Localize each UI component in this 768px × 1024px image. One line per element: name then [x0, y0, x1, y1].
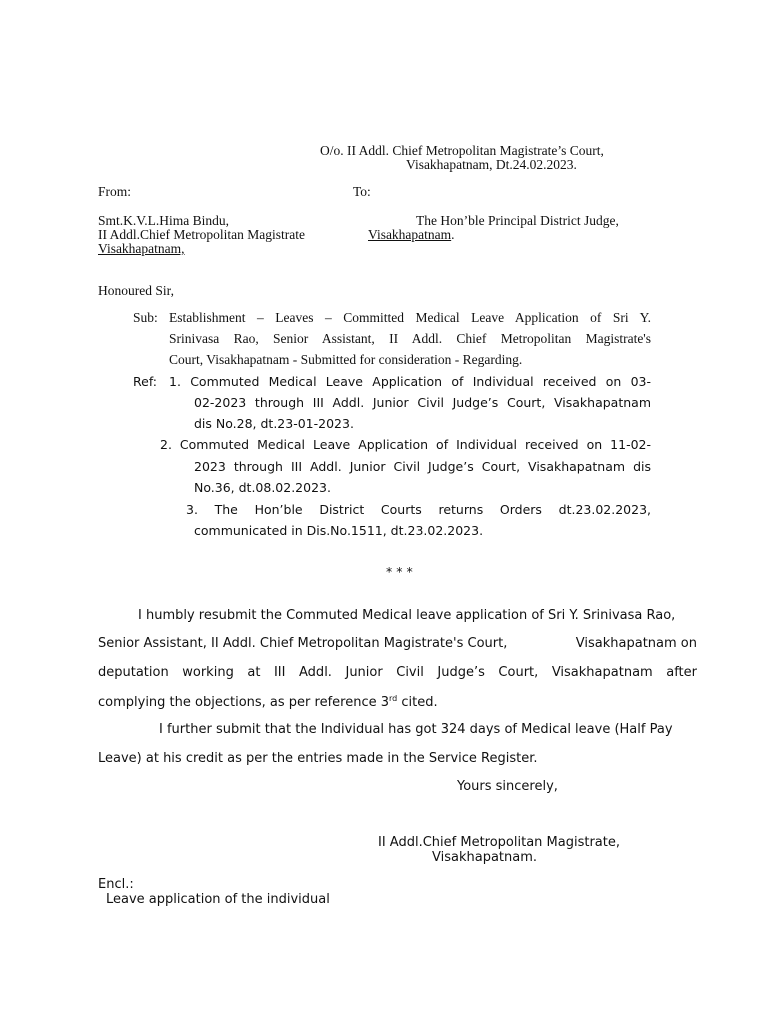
reference-1-line-3: dis No.28, dt.23-01-2023.: [194, 416, 354, 431]
signatory-place: Visakhapatnam.: [432, 850, 538, 865]
reference-2-line-2: 2023 through III Addl. Junior Civil Judge’s Court, Visakhapatnam dis: [194, 459, 651, 474]
ordinal-suffix: rd: [389, 694, 398, 703]
salutation: Honoured Sir,: [98, 283, 174, 298]
reference-3-line-2: communicated in Dis.No.1511, dt.23.02.2023.: [194, 523, 484, 538]
body-paragraph-1-line-3: deputation working at III Addl. Junior Civil Judge’s Court, Visakhapatnam after: [98, 665, 697, 680]
reference-label: Ref:: [133, 374, 157, 389]
from-label: From:: [98, 184, 132, 199]
subject-line-3: Court, Visakhapatnam - Submitted for consideration - Regarding.: [169, 352, 523, 367]
subject-line-2: Srinivasa Rao, Senior Assistant, II Addl. Chief Metropolitan Magistrate's: [169, 331, 651, 346]
reference-2-line-1: 2. Commuted Medical Leave Application of Individual received on 11-02-: [160, 437, 651, 452]
reference-1-line-1: 1. Commuted Medical Leave Application of Individual received on 03-: [169, 374, 651, 389]
enclosure-item: Leave application of the individual: [106, 892, 330, 907]
sender-name: Smt.K.V.L.Hima Bindu,: [98, 213, 230, 228]
body-paragraph-1-line-1: I humbly resubmit the Commuted Medical leave application of Sri Y. Srinivasa Rao,: [138, 608, 676, 623]
recipient-designation: The Hon’ble Principal District Judge,: [416, 213, 619, 228]
closing: Yours sincerely,: [457, 779, 558, 794]
office-address-line1: O/o. II Addl. Chief Metropolitan Magistrate’s Court,: [320, 143, 604, 158]
enclosure-label: Encl.:: [98, 877, 134, 892]
office-address-date: Visakhapatnam, Dt.24.02.2023.: [406, 157, 577, 172]
body-paragraph-1-line-4: [98, 694, 438, 710]
subject-label: Sub:: [133, 310, 158, 325]
reference-2-line-3: No.36, dt.08.02.2023.: [194, 480, 331, 495]
reference-3-line-1: 3. The Hon’ble District Courts returns Orders dt.23.02.2023,: [186, 502, 651, 517]
body-paragraph-1-line-2-end: Visakhapatnam on: [575, 636, 697, 651]
recipient-place-suffix: .: [451, 227, 455, 242]
recipient-place: Visakhapatnam: [368, 227, 452, 242]
body-paragraph-1-line-4-text: complying the objections, as per reference 3: [98, 695, 390, 710]
body-paragraph-1-line-2-start: Senior Assistant, II Addl. Chief Metropolitan Magistrate's Court,: [98, 636, 508, 651]
body-paragraph-1-line-4-end: cited.: [397, 695, 438, 710]
signatory-designation: II Addl.Chief Metropolitan Magistrate,: [378, 835, 620, 850]
recipient-place-line: [368, 227, 455, 243]
body-paragraph-2-line-2: Leave) at his credit as per the entries made in the Service Register.: [98, 751, 538, 766]
sender-place: Visakhapatnam,: [98, 241, 185, 256]
subject-line-1: Establishment – Leaves – Committed Medical Leave Application of Sri Y.: [169, 310, 651, 325]
body-paragraph-1-line-2: [98, 636, 697, 651]
section-separator: * * *: [386, 564, 413, 579]
body-paragraph-2-line-1: I further submit that the Individual has got 324 days of Medical leave (Half Pay: [159, 722, 673, 737]
sender-designation: II Addl.Chief Metropolitan Magistrate: [98, 227, 305, 242]
reference-1-line-2: 02-2023 through III Addl. Junior Civil Judge’s Court, Visakhapatnam: [194, 395, 651, 410]
to-label: To:: [353, 184, 371, 199]
